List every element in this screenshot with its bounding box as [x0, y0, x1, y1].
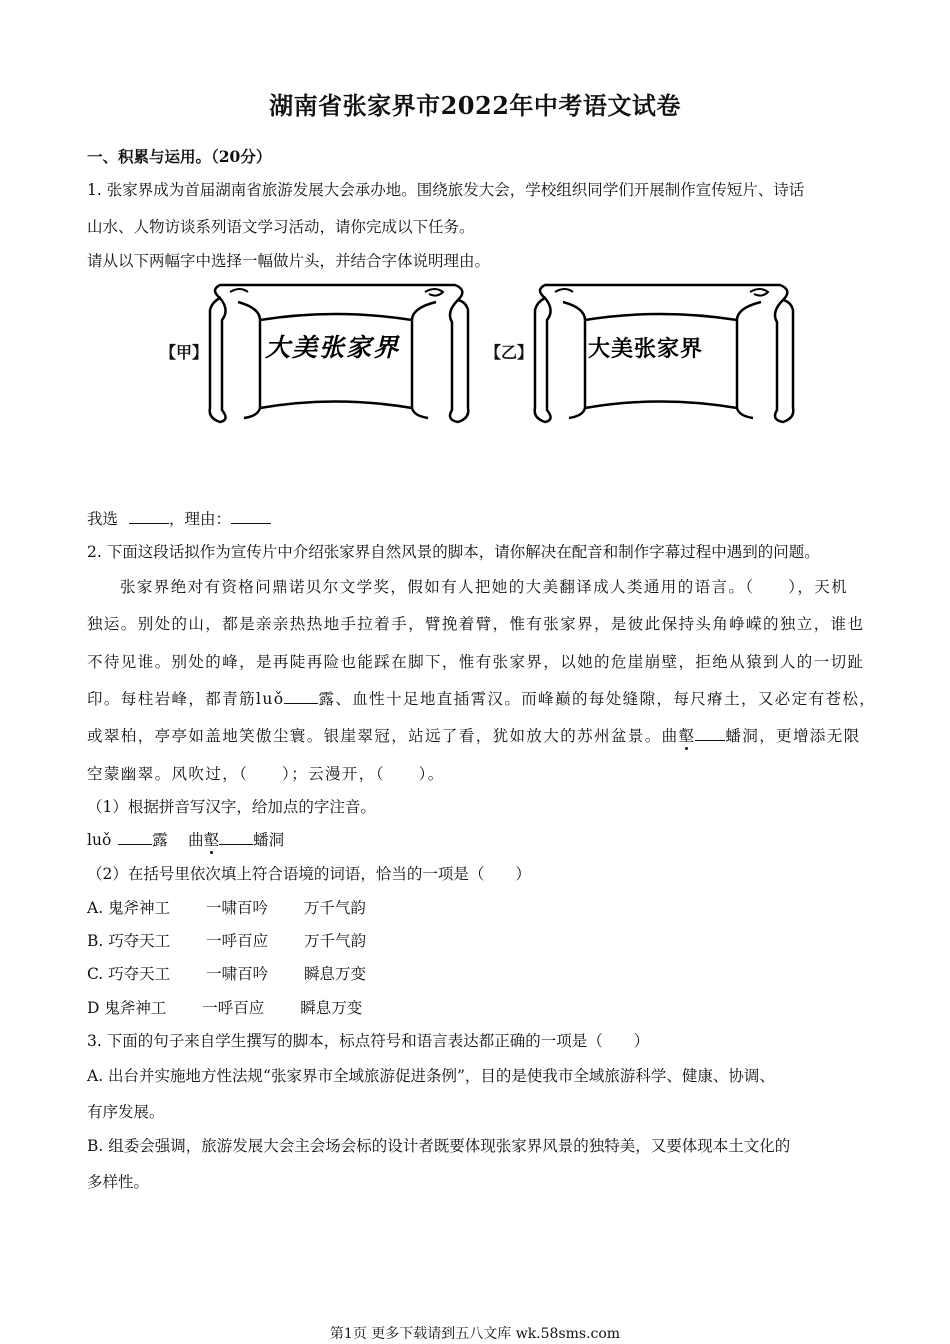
q2-passage-line2: 独运。别处的山，都是亲亲热热地手拉着手，臂挽着臂，惟有张家界，是彼此保持头角峥嵘的独立，谁也 [87, 615, 865, 633]
choice-blank[interactable] [129, 509, 169, 524]
calligraphy-options [150, 280, 800, 430]
q2-passage-line5-c: 蟠洞，更增添无限 [725, 727, 861, 745]
sub1-luo-blank[interactable] [118, 830, 152, 845]
section-heading: 一、积累与运用。（20分） [87, 147, 272, 166]
answer-prefix: 我选 [87, 510, 119, 528]
q2-passage-line3: 不待见谁。别处的峰，是再陡再险也能踩在脚下，惟有张家界，以她的危崖崩壁，拒绝从猿到人的一切趾 [87, 653, 865, 671]
q2-option-b: B. 巧夺天工 一呼百应 万千气韵 [87, 932, 367, 950]
q1-line3: 请从以下两幅字中选择一幅做片头，并结合字体说明理由。 [87, 252, 491, 270]
q3-option-a-line2: 有序发展。 [87, 1103, 165, 1121]
q2-sub1: （1）根据拼音写汉字，给加点的字注音。 [87, 798, 376, 816]
q2-option-c: C. 巧夺天工 一啸百吟 瞬息万变 [87, 965, 367, 983]
answer-mid: ，理由： [168, 510, 231, 528]
sub1-mid: 露 曲 [152, 831, 204, 849]
q2-sub1-answers [87, 828, 284, 850]
q2-passage-line4-a: 印。每柱岩峰，都青筋luǒ [87, 690, 285, 708]
option-yi-label: 【乙】 [485, 343, 534, 362]
reason-blank[interactable] [231, 509, 271, 524]
option-jia-label: 【甲】 [160, 343, 209, 362]
q2-passage-line1: 张家界绝对有资格问鼎诺贝尔文学奖，假如有人把她的大美翻译成人类通用的语言。（ ），天机 [120, 578, 849, 596]
q1-line2: 山水、人物访谈系列语文学习活动，请你完成以下任务。 [87, 218, 475, 236]
luo-blank[interactable] [284, 689, 318, 704]
q2-passage-line5-a: 或翠柏，亭亭如盖地笑傲尘寰。银崖翠冠，站远了看，犹如放大的苏州盆景。曲 [87, 727, 679, 745]
q2-option-d: D 鬼斧神工 一呼百应 瞬息万变 [87, 999, 363, 1017]
q1-answer-line [87, 507, 271, 529]
q2-passage-line4-b: 露、血性十足地直插霄汉。而峰巅的每处缝隙，每尺瘠土，又必定有苍松， [318, 690, 877, 708]
q2-passage-line5 [87, 724, 861, 746]
he-blank[interactable] [695, 726, 725, 741]
q2-passage-line6: 空蒙幽翠。风吹过，（ ）；云漫开，（ ）。 [87, 765, 445, 783]
sub1-pinyin: luǒ [87, 831, 112, 849]
q3-intro: 3. 下面的句子来自学生撰写的脚本，标点符号和语言表达都正确的一项是（ ） [87, 1032, 650, 1050]
q3-option-a-line1: A. 出台并实施地方性法规“张家界市全域旅游促进条例”，目的是使我市全域旅游科学、健康、协调、 [87, 1067, 775, 1085]
sub1-end: 蟠洞 [253, 831, 285, 849]
sub1-he-blank[interactable] [219, 830, 253, 845]
scroll-jia-text: 大美张家界 [265, 333, 401, 362]
q2-sub2: （2）在括号里依次填上符合语境的词语，恰当的一项是（ ） [87, 865, 531, 883]
q2-intro: 2. 下面这段话拟作为宣传片中介绍张家界自然风景的脚本，请你解决在配音和制作字幕过程中遇到的问题。 [87, 543, 820, 561]
sub1-dotted-char: 壑 [204, 828, 220, 850]
q2-option-a: A. 鬼斧神工 一啸百吟 万千气韵 [87, 899, 366, 917]
dotted-char: 壑 [679, 724, 696, 746]
scroll-yi-text: 大美张家界 [588, 337, 704, 362]
q3-option-b-line2: 多样性。 [87, 1173, 150, 1191]
q1-line1: 1. 张家界成为首届湖南省旅游发展大会承办地。围绕旅发大会，学校组织同学们开展制作宣传短片、诗话 [87, 181, 805, 199]
page-footer: 第1页 更多下载请到五八文库 wk.58sms.com [329, 1326, 621, 1342]
page-title: 湖南省张家界市2022年中考语文试卷 [269, 91, 681, 120]
q2-passage-line4 [87, 687, 876, 709]
q3-option-b-line1: B. 组委会强调，旅游发展大会主会场会标的设计者既要体现张家界风景的独特美，又要体现本土文化的 [87, 1137, 791, 1155]
